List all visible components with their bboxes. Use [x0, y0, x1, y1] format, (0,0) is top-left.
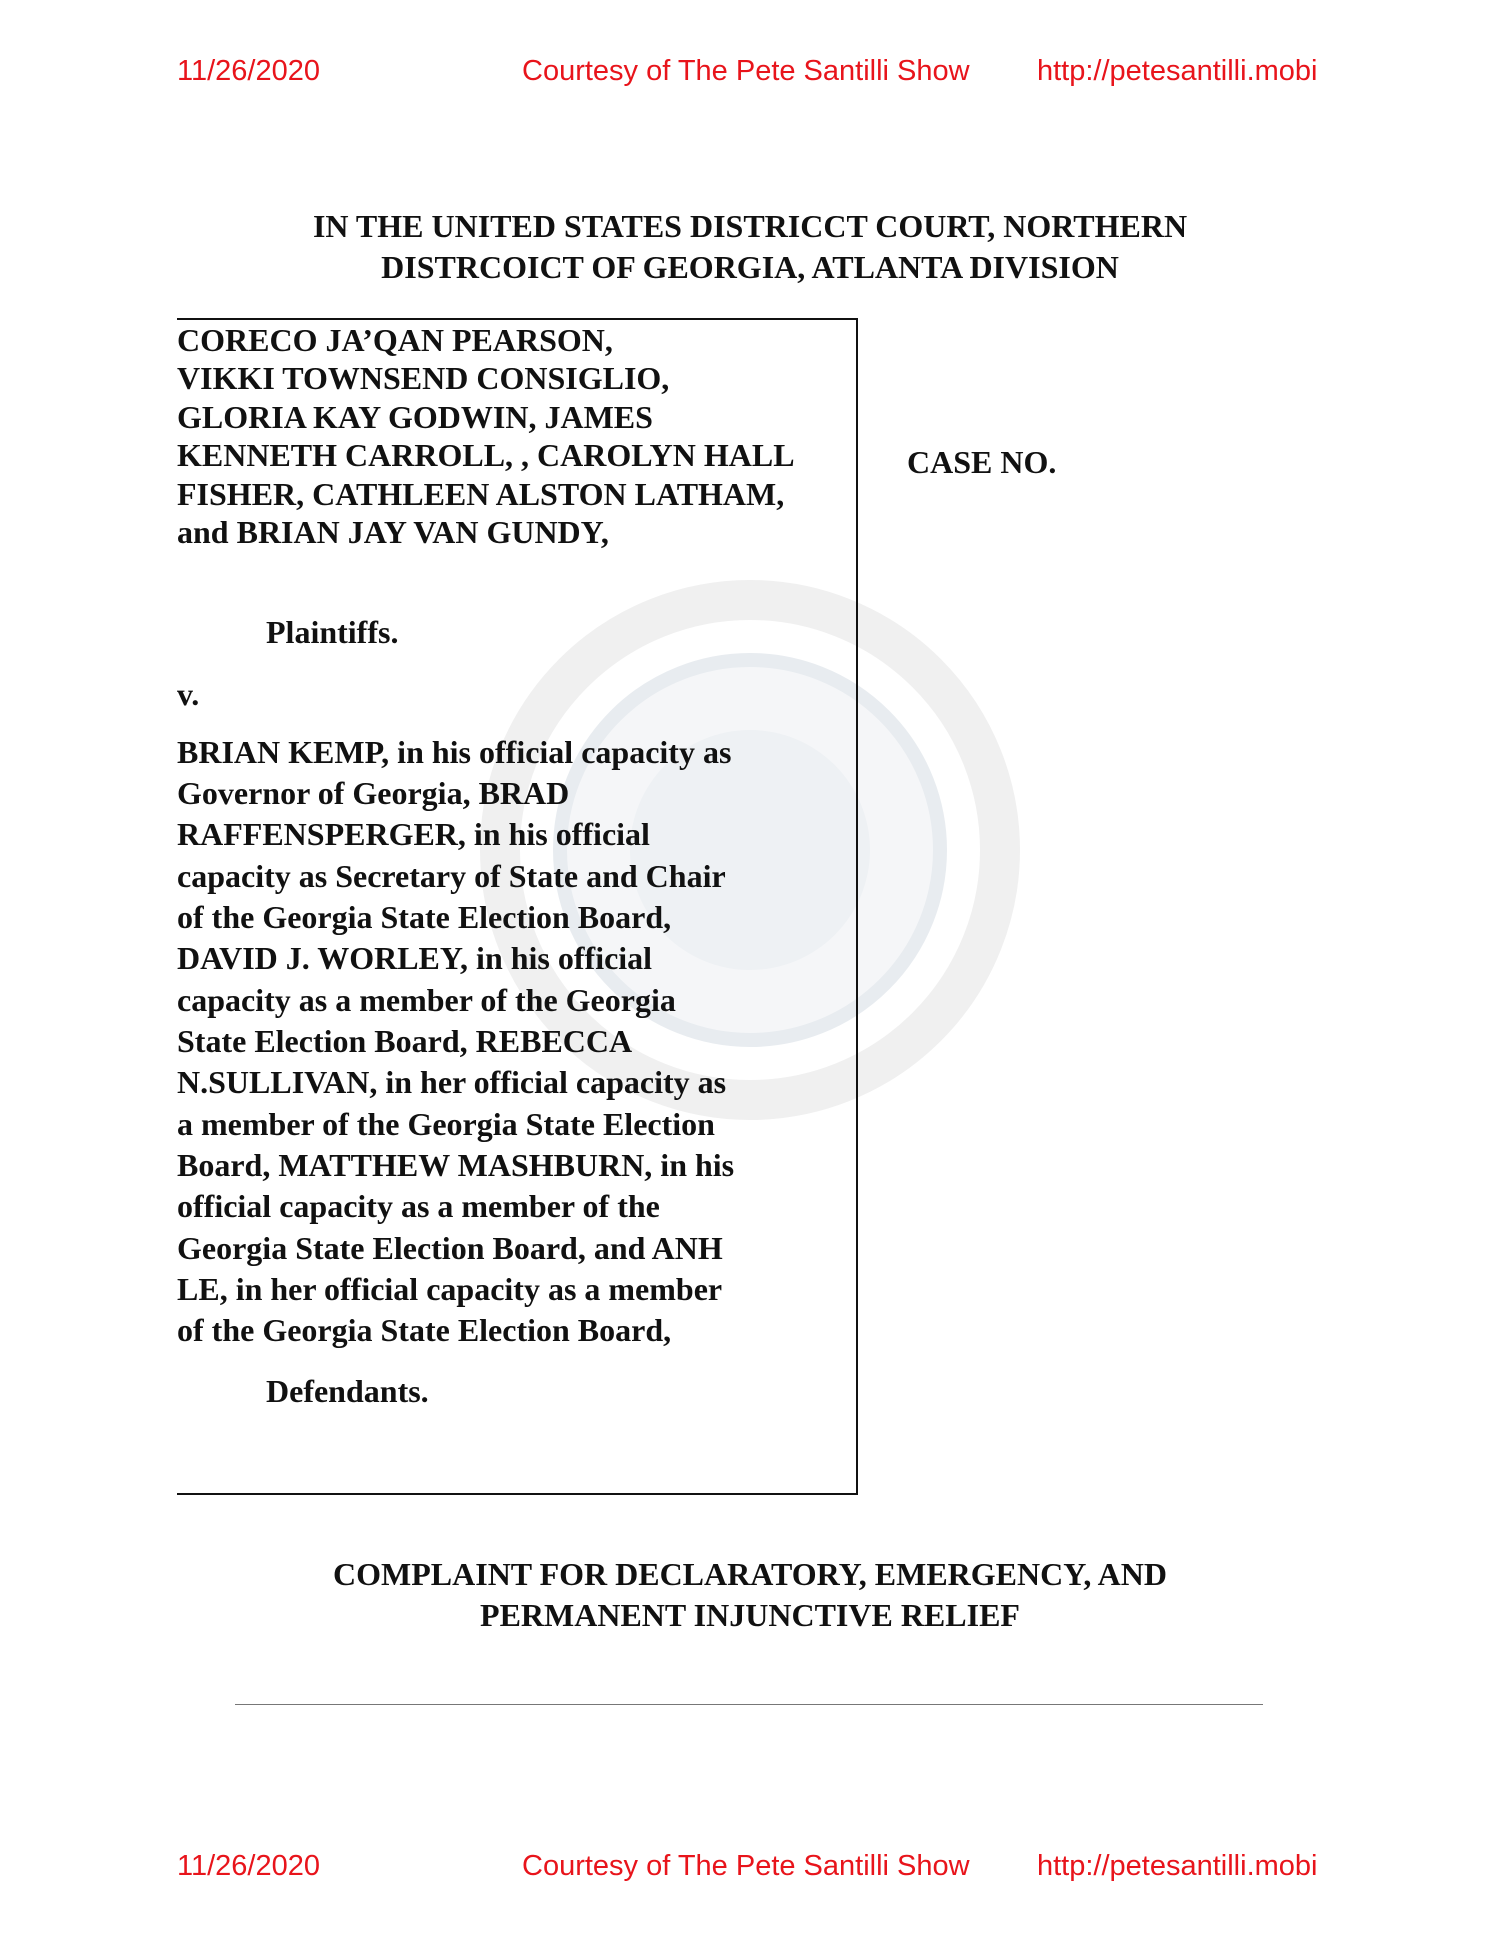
plaintiff-line: CORECO JA’QAN PEARSON,	[177, 322, 613, 358]
case-number-label: CASE NO.	[907, 444, 1057, 480]
plaintiff-line: FISHER, CATHLEEN ALSTON LATHAM,	[177, 476, 785, 512]
defendant-line: N.SULLIVAN, in her official capacity as	[177, 1064, 727, 1100]
divider	[235, 1704, 1263, 1705]
footer-date: 11/26/2020	[177, 1850, 320, 1882]
header-url[interactable]: http://petesantilli.mobi	[1037, 55, 1318, 87]
versus: v.	[177, 676, 200, 712]
court-title	[0, 206, 1500, 288]
plaintiff-line: GLORIA KAY GODWIN, JAMES	[177, 399, 653, 435]
court-title-line: DISTRCOICT OF GEORGIA, ATLANTA DIVISION	[381, 249, 1119, 285]
defendant-line: capacity as a member of the Georgia	[177, 982, 676, 1018]
header-courtesy: Courtesy of The Pete Santilli Show	[522, 55, 970, 87]
defendants-label: Defendants.	[266, 1373, 429, 1409]
document-title-line: COMPLAINT FOR DECLARATORY, EMERGENCY, AND	[333, 1556, 1167, 1592]
plaintiff-line: and BRIAN JAY VAN GUNDY,	[177, 514, 609, 550]
defendant-line: Georgia State Election Board, and ANH	[177, 1230, 723, 1266]
defendant-line: State Election Board, REBECCA	[177, 1023, 633, 1059]
footer-url[interactable]: http://petesantilli.mobi	[1037, 1850, 1318, 1882]
plaintiff-line: KENNETH CARROLL, , CAROLYN HALL	[177, 437, 795, 473]
document-title	[0, 1554, 1500, 1636]
plaintiffs-label: Plaintiffs.	[266, 614, 399, 650]
footer-courtesy: Courtesy of The Pete Santilli Show	[522, 1850, 970, 1882]
defendant-line: RAFFENSPERGER, in his official	[177, 816, 650, 852]
defendant-line: Board, MATTHEW MASHBURN, in his	[177, 1147, 735, 1183]
defendant-line: Governor of Georgia, BRAD	[177, 775, 570, 811]
defendant-line: a member of the Georgia State Election	[177, 1106, 715, 1142]
plaintiff-line: VIKKI TOWNSEND CONSIGLIO,	[177, 360, 670, 396]
defendant-line: capacity as Secretary of State and Chair	[177, 858, 726, 894]
defendant-line: official capacity as a member of the	[177, 1188, 660, 1224]
defendant-line: DAVID J. WORLEY, in his official	[177, 940, 653, 976]
header-date: 11/26/2020	[177, 55, 320, 87]
defendant-line: BRIAN KEMP, in his official capacity as	[177, 734, 732, 770]
defendant-line: LE, in her official capacity as a member	[177, 1271, 723, 1307]
defendant-line: of the Georgia State Election Board,	[177, 899, 672, 935]
document-title-line: PERMANENT INJUNCTIVE RELIEF	[480, 1597, 1020, 1633]
defendant-line: of the Georgia State Election Board,	[177, 1312, 672, 1348]
court-title-line: IN THE UNITED STATES DISTRICCT COURT, NORTHERN	[312, 208, 1188, 244]
